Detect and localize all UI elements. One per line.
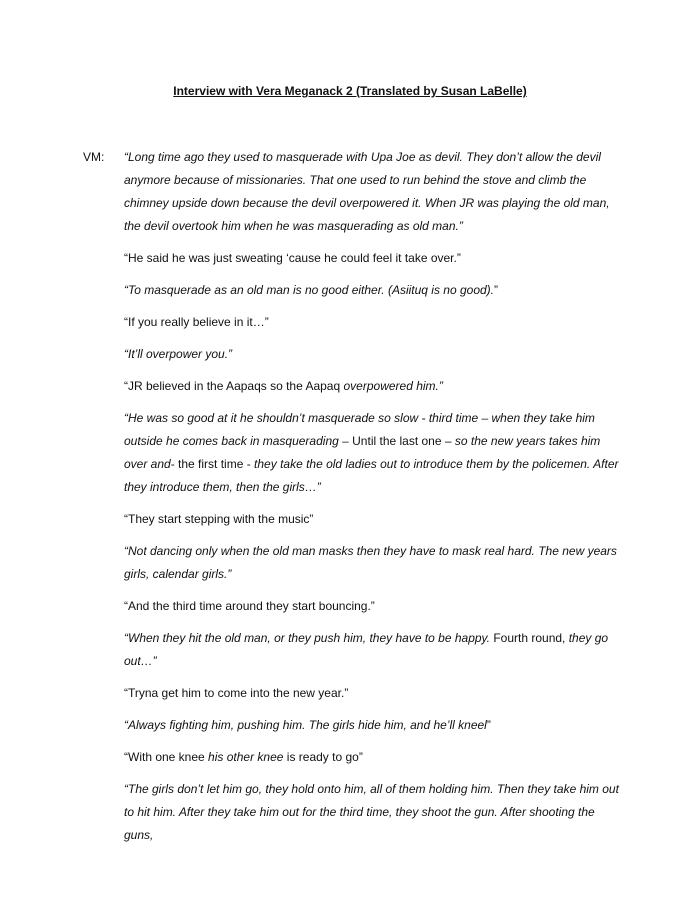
text-run: “Always fighting him, pushing him. The girls hide him, and he’ll kneel	[124, 718, 487, 732]
text-run: “Tryna get him to come into the new year.”	[124, 686, 349, 700]
text-run: Until the last one –	[352, 434, 455, 448]
interview-paragraph	[124, 746, 619, 769]
text-run: - the first time -	[170, 457, 255, 471]
text-run: “And the third time around they start bouncing.”	[124, 599, 375, 613]
interview-paragraph	[124, 778, 619, 847]
document-title: Interview with Vera Meganack 2 (Translated by Susan LaBelle)	[173, 84, 527, 98]
interview-paragraph	[124, 375, 619, 398]
interview-paragraph	[124, 627, 619, 673]
interview-body	[124, 146, 619, 856]
text-run: “When they hit the old man, or they push him, they have to be happy.	[124, 631, 494, 645]
text-run: “To masquerade as an old man is no good either. (Asiituq is no good).	[124, 283, 494, 297]
interview-paragraph	[124, 407, 619, 499]
text-run: “Long time ago they used to masquerade with Upa Joe as devil. They don’t allow the devil anymore because of missionaries. That one used to run behind the stove and climb the chimney upside down because the devil overpowered it. When JR was playing the old man, the devil overtook him when he was masquerading as old man.”	[124, 150, 610, 233]
text-run: is ready to go”	[283, 750, 363, 764]
interview-paragraph	[124, 714, 619, 737]
text-run: “If you really believe in it…”	[124, 315, 269, 329]
speaker-label: VM:	[83, 150, 105, 164]
text-run: they go out…”	[124, 631, 609, 668]
text-run: “It’ll overpower you.”	[124, 347, 233, 361]
interview-paragraph	[124, 247, 619, 270]
interview-paragraph	[124, 146, 619, 238]
interview-paragraph	[124, 343, 619, 366]
interview-paragraph	[124, 682, 619, 705]
interview-paragraph	[124, 311, 619, 334]
text-run: Fourth round,	[493, 631, 569, 645]
text-run: ”	[486, 718, 491, 732]
interview-paragraph	[124, 508, 619, 531]
text-run: overpowered him.”	[343, 379, 443, 393]
interview-paragraph	[124, 540, 619, 586]
text-run: they take the old ladies out to introduce them by the policemen. After they introduce them, then the girls…”	[124, 457, 619, 494]
text-run: “He said he was just sweating ‘cause he could feel it take over.”	[124, 251, 461, 265]
text-run: “He was so good at it he shouldn’t masquerade so slow - third time – when they take him outside he comes back in masquerading –	[124, 411, 595, 448]
text-run: so the new years takes him over and	[124, 434, 601, 471]
text-run: “Not dancing only when the old man masks then they have to mask real hard. The new years girls, calendar girls.”	[124, 544, 617, 581]
interview-paragraph	[124, 279, 619, 302]
text-run: “With one knee	[124, 750, 209, 764]
text-run: “The girls don’t let him go, they hold onto him, all of them holding him. Then they take him out to hit him. After they take him out for the third time, they shoot the gun. After shooting the guns,	[124, 782, 619, 842]
text-run: “They start stepping with the music”	[124, 512, 314, 526]
interview-paragraph	[124, 595, 619, 618]
text-run: “JR believed in the Aapaqs so the Aapaq	[124, 379, 344, 393]
text-run: his other knee	[208, 750, 284, 764]
text-run: ”	[494, 283, 498, 297]
